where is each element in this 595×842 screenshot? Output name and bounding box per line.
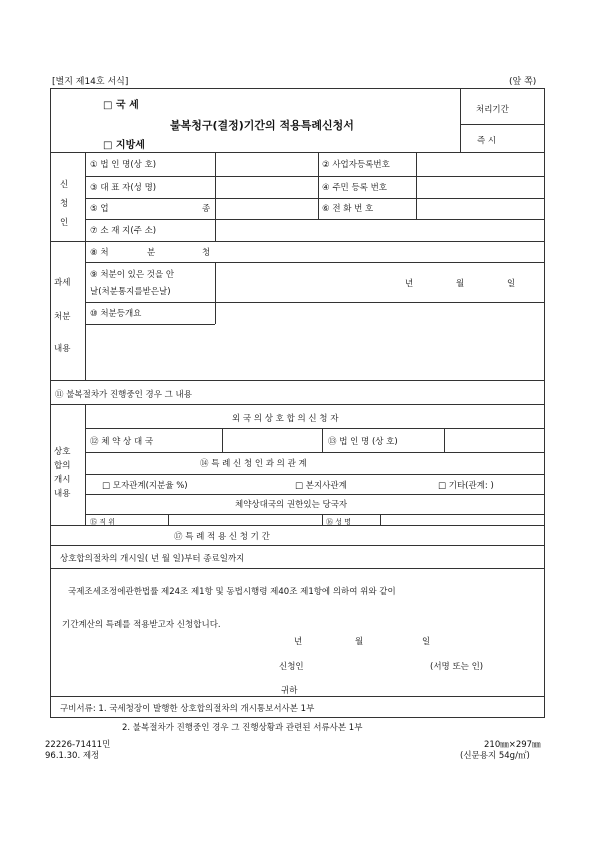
page-side: (앞 쪽) [509, 77, 537, 87]
authority-label-mid: 분 [147, 248, 156, 258]
business-reg-no-field[interactable] [420, 154, 540, 174]
special-period-header: ⑰ 특 례 적 용 신 청 기 간 [174, 532, 270, 542]
phone-label: ⑥ 전 화 번 호 [322, 204, 374, 214]
business-reg-no-label: ② 사업자등록번호 [322, 160, 390, 170]
disposition-label-3: 내용 [54, 344, 71, 354]
enactment-date: 96.1.30. 제정 [45, 751, 100, 761]
disposition-label-1: 과세 [54, 278, 71, 288]
officer-name-label: ⑯ 성 명 [326, 518, 351, 526]
representative-field[interactable] [220, 178, 314, 196]
position-field[interactable] [172, 515, 318, 524]
relationship-parent-checkbox[interactable]: □ 모자관계(지분율 %) [102, 481, 188, 491]
applicant-signature-field[interactable] [320, 656, 420, 672]
relationship-header: ⑭ 특 례 신 청 인 과 의 관 계 [200, 459, 307, 469]
disposition-label-2: 처분 [54, 312, 71, 322]
appeal-status-field[interactable] [250, 383, 540, 402]
page-title: 불복청구(결정)기간의 적용특례신청서 [170, 119, 354, 132]
processing-period-value: 즉 시 [477, 136, 497, 146]
resident-reg-no-field[interactable] [420, 178, 540, 196]
business-type-label-end: 종 [202, 204, 211, 214]
paper-size: 210㎜×297㎜ [484, 740, 541, 750]
local-tax-checkbox[interactable]: □ 지방세 [103, 140, 145, 151]
attachments-line-1: 구비서류: 1. 국세청장이 발행한 상호합의절차의 개시통보서사본 1부 [60, 704, 315, 714]
position-label: ⑮ 직 위 [90, 518, 115, 526]
authority-label-end: 청 [202, 248, 211, 258]
treaty-country-label: ⑫ 체 약 상 대 국 [90, 437, 154, 447]
foreign-applicant-header: 외 국 의 상 호 합 의 신 청 자 [232, 414, 339, 424]
addressee-label: 귀하 [281, 686, 298, 696]
treaty-country-field[interactable] [226, 430, 318, 450]
foreign-corp-name-field[interactable] [448, 430, 540, 450]
declaration-text-2: 기간계산의 특례를 적용받고자 신청합니다. [62, 620, 221, 630]
authority-label: ⑧ 처 [90, 248, 109, 258]
officer-name-field[interactable] [384, 515, 540, 524]
processing-period-label: 처리기간 [476, 105, 509, 115]
applicant-section-label: 신 청 인 [60, 180, 69, 228]
phone-field[interactable] [420, 200, 540, 218]
form-number: [별지 제14호 서식] [52, 77, 129, 87]
relationship-branch-checkbox[interactable]: □ 본지사관계 [295, 481, 347, 491]
address-label: ⑦ 소 재 지(주 소) [90, 226, 157, 236]
notice-date-field[interactable] [220, 264, 540, 300]
notice-date-month: 월 [456, 279, 465, 289]
resident-reg-no-label: ④ 주민 등록 번호 [322, 183, 387, 193]
notice-date-year: 년 [405, 279, 414, 289]
corp-name-field[interactable] [220, 154, 314, 174]
application-date-month: 월 [355, 637, 364, 647]
declaration-text-1: 국제조세조정에관한법률 제24조 제1항 및 동법시행령 제40조 제1항에 의하여 위와 같이 [68, 587, 396, 597]
business-type-label: ⑤ 업 [90, 204, 109, 214]
special-period-line: 상호합의절차의 개시일( 년 월 일)부터 종료일까지 [60, 554, 245, 564]
application-date-day: 일 [422, 637, 431, 647]
relationship-other-checkbox[interactable]: □ 기타(관계: ) [438, 481, 494, 491]
paper-spec: (신문용지 54g/㎡) [460, 751, 530, 761]
notice-date-day: 일 [507, 279, 516, 289]
notice-date-label-2: 날(처분통지를받은날) [90, 287, 171, 297]
attachments-line-2: 2. 불복절차가 진행중인 경우 그 진행상황과 관련된 서류사본 1부 [122, 723, 363, 733]
application-date-year: 년 [294, 637, 303, 647]
address-field[interactable] [220, 221, 540, 239]
foreign-corp-name-label: ⑬ 법 인 명 (상 호) [328, 437, 398, 447]
form-code: 22226-71411민 [45, 740, 111, 750]
application-form [50, 88, 545, 718]
competent-authority-header: 체약상대국의 권한있는 당국자 [235, 500, 348, 510]
applicant-signature-label: 신청인 [279, 662, 304, 672]
authority-field[interactable] [220, 243, 540, 261]
mutual-agreement-section-label: 상호 합의 개시 내용 [54, 447, 71, 499]
national-tax-checkbox[interactable]: □ 국 세 [103, 100, 139, 111]
business-type-field[interactable] [220, 200, 314, 218]
representative-label: ③ 대 표 자(성 명) [90, 183, 157, 193]
appeal-status-label: ⑪ 불복절차가 진행중인 경우 그 내용 [55, 390, 192, 400]
disposition-summary-field[interactable] [90, 328, 540, 378]
corp-name-label: ① 법 인 명(상 호) [90, 160, 157, 170]
disposition-summary-label: ⑩ 처분등개요 [90, 309, 142, 319]
signature-note: (서명 또는 인) [430, 662, 484, 672]
notice-date-label-1: ⑨ 처분이 있은 것을 안 [90, 270, 175, 280]
